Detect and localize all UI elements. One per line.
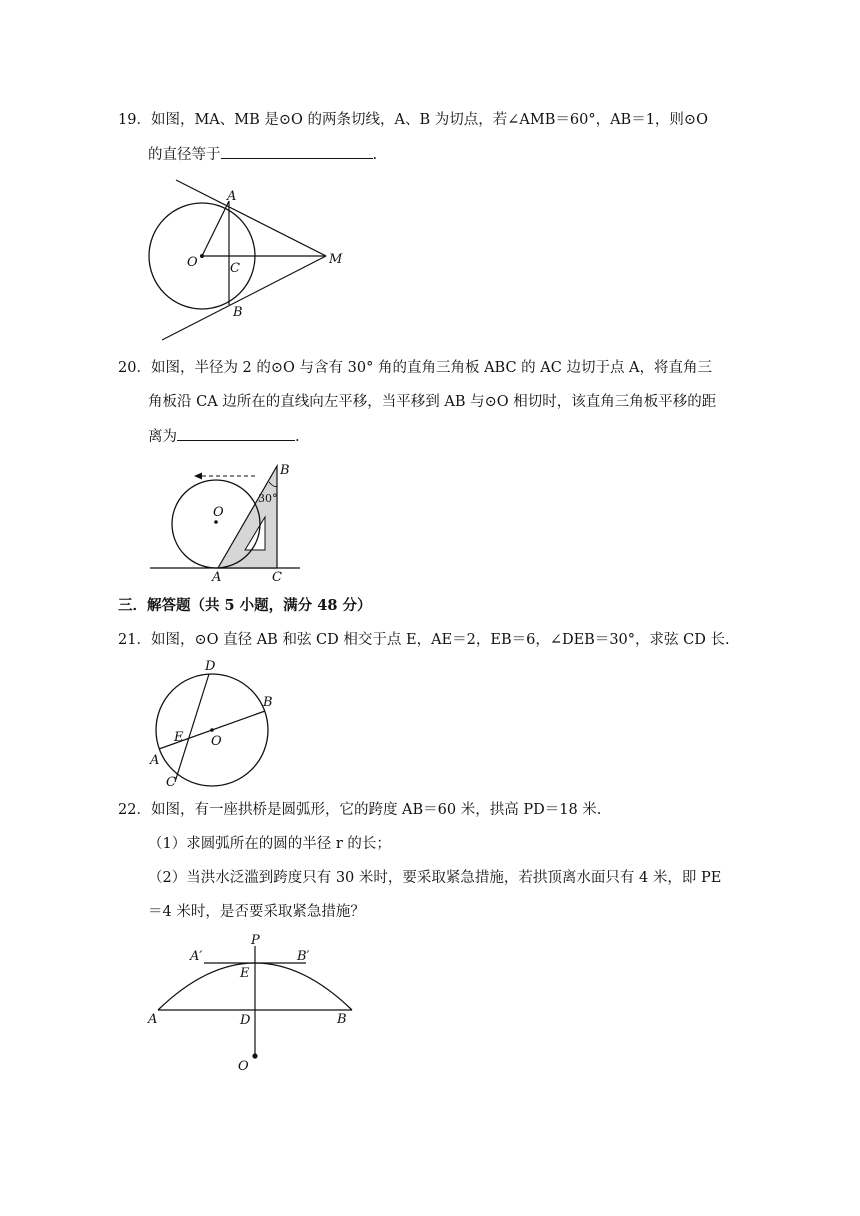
q19-label-c: C <box>230 261 240 276</box>
q22-label-a: A <box>148 1012 158 1027</box>
q19-label-b: B <box>233 305 243 320</box>
q19-period: . <box>372 147 378 163</box>
q19-text-line1: 19．如图，MA、MB 是⊙O 的两条切线，A、B 为切点，若∠AMB＝60°，AB＝1，则⊙O <box>118 112 708 128</box>
q21-chord-cd <box>175 674 209 782</box>
q20-period: . <box>295 429 300 445</box>
q21-label-d: D <box>205 659 216 674</box>
q22-sub1: （1）求圆弧所在的圆的半径 r 的长； <box>148 836 391 852</box>
q20-figure <box>150 460 310 586</box>
q20-arrow-head <box>194 473 202 480</box>
q20-answer-blank <box>177 426 295 441</box>
q20-label-o: O <box>213 505 224 520</box>
q22-label-p: P <box>251 933 260 948</box>
q22-label-d: D <box>240 1013 251 1028</box>
q20-label-c: C <box>272 570 282 585</box>
q19-prompt: 的直径等于 <box>148 147 221 163</box>
q22-sub2: （2）当洪水泛滥到跨度只有 30 米时，要采取紧急措施，若拱顶离水面只有 4 米，即 PE <box>148 870 722 886</box>
q20-label-b: B <box>280 463 290 478</box>
q19-tangent-ma <box>176 180 326 256</box>
q20-text-line2: 角板沿 CA 边所在的直线向左平移，当平移到 AB 与⊙O 相切时，该直角三角板平移的距 <box>148 394 717 410</box>
q21-label-a: A <box>150 753 160 768</box>
section-title: 三．解答题（共 5 小题，满分 48 分） <box>118 597 372 614</box>
q19-center-dot <box>200 254 204 258</box>
q22-center-dot <box>252 1053 257 1058</box>
q19-radius-oa <box>202 201 229 256</box>
q19-text-line2 <box>148 144 377 165</box>
q22-figure <box>140 930 360 1080</box>
q21-label-c: C <box>166 775 176 790</box>
q19-label-m: M <box>329 252 343 267</box>
q22-label-b-prime: B′ <box>297 949 310 964</box>
q22-sub2-cont: ＝4 米时，是否要采取紧急措施？ <box>148 904 365 920</box>
q22-label-o: O <box>238 1059 249 1074</box>
q19-label-o: O <box>187 255 198 270</box>
q21-center-dot <box>210 728 214 732</box>
q20-center-dot <box>214 520 218 524</box>
q20-label-angle: 30° <box>258 492 278 505</box>
q21-text-line1: 21．如图，⊙O 直径 AB 和弦 CD 相交于点 E，AE＝2，EB＝6，∠DEB＝30°，求弦 CD 长. <box>118 632 730 648</box>
q19-label-a: A <box>227 189 237 204</box>
q20-text-line1: 20．如图，半径为 2 的⊙O 与含有 30° 角的直角三角板 ABC 的 AC 边切于点 A，将直角三 <box>118 360 713 376</box>
q22-label-e: E <box>240 966 250 981</box>
q20-text-line3 <box>148 426 300 447</box>
q22-text-line1: 22．如图，有一座拱桥是圆弧形，它的跨度 AB＝60 米，拱高 PD＝18 米. <box>118 802 602 818</box>
q20-label-a: A <box>212 570 222 585</box>
q21-figure <box>145 656 285 790</box>
q20-prompt: 离为 <box>148 429 177 445</box>
q21-label-e: E <box>174 730 184 745</box>
q22-label-b: B <box>337 1012 347 1027</box>
q21-label-b: B <box>263 695 273 710</box>
q22-label-a-prime: A′ <box>190 949 203 964</box>
q19-answer-blank <box>221 144 373 159</box>
q19-figure <box>140 172 360 344</box>
q21-label-o: O <box>211 734 222 749</box>
